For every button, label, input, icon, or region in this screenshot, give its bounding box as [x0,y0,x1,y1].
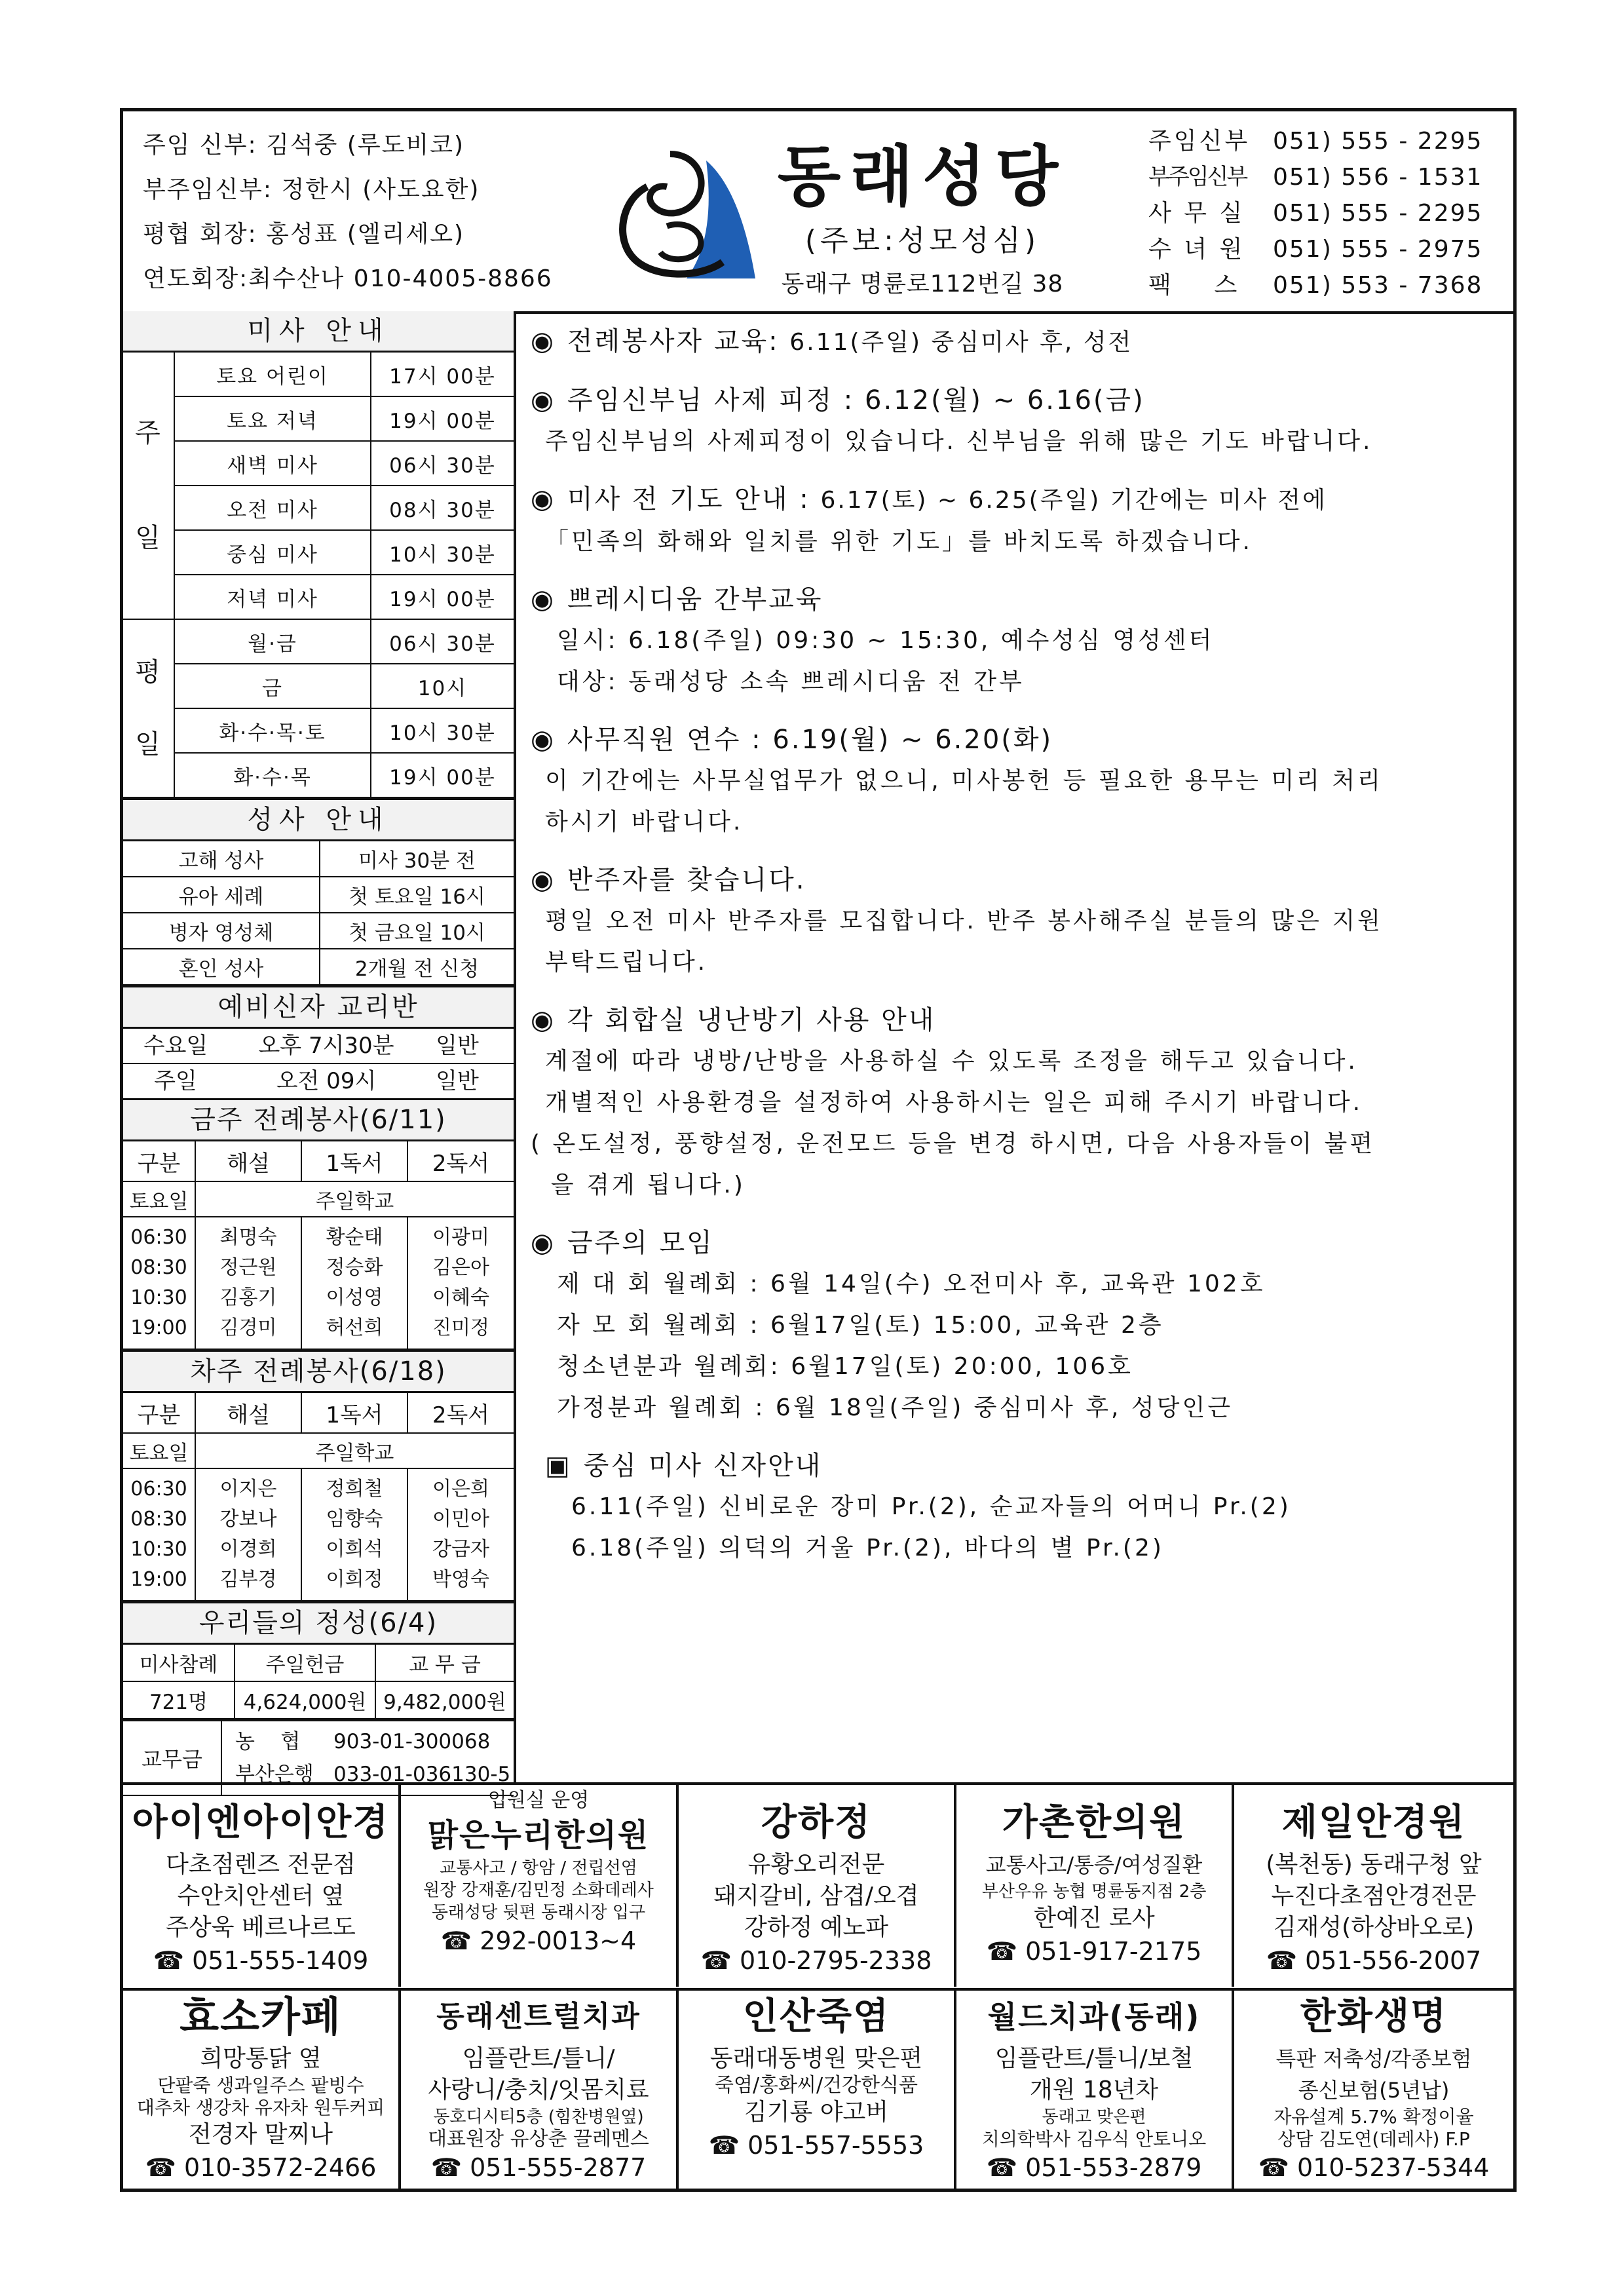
class-note: 일반 [436,1068,479,1094]
contact-row [1148,123,1482,159]
mass-name: 월·금 [174,619,371,664]
ad-line: 대표원장 유상춘 끌레멘스 [428,2128,649,2151]
ad-name: 제일안경원 [1281,1801,1466,1844]
ad-phone: ☎ 010-5237-5344 [1234,2151,1513,2185]
server-name: 정승화 [326,1256,383,1279]
ad-line: 다초점렌즈 전문점 [166,1851,356,1878]
saturday-value: 주일학교 [195,1181,514,1217]
table-row [123,753,514,797]
council-line: 평협 회장: 홍성표 (엘리세오) [143,221,465,248]
notice-item [531,1000,1507,1206]
reading2-column [407,1217,514,1349]
column-header: 2독서 [407,1141,514,1181]
sacrament-title: 성사 안내 [123,798,514,841]
mass-name: 오전 미사 [174,486,371,530]
mass-table [123,353,514,798]
meeting-line: 청소년분과 월례회: 6월17일(토) 20:00, 106호 [557,1353,1133,1380]
time: 19:00 [130,1316,187,1339]
ad-box [956,1988,1234,2190]
contact-row [1148,195,1482,231]
catechumen-title: 예비신자 교리반 [123,985,514,1029]
catechumen-row [123,1029,514,1064]
server-name: 이희정 [326,1568,383,1591]
mass-time: 06시 30분 [371,619,514,664]
notice-title: 주임신부님 사제 피정 : 6.12(월) ~ 6.16(금) [567,385,1145,415]
server-name: 진미정 [432,1316,489,1339]
sacrament-table [123,841,514,985]
column-header: 주일헌금 [235,1645,375,1681]
server-name: 이성영 [326,1286,383,1309]
table-row [123,353,514,396]
ad-box [123,1785,401,1987]
time: 06:30 [130,1226,187,1249]
table-row [123,486,514,530]
notice-title: 미사 전 기도 안내 : [567,484,810,514]
column-header: 구분 [123,1393,195,1433]
column-header: 구분 [123,1141,195,1181]
ad-line: 김기룡 야고버 [744,2099,889,2126]
ad-name: 동래센트럴치과 [436,2000,641,2033]
class-day: 주일 [154,1068,197,1094]
ad-line: 임플란트/틀니/ [462,2045,615,2072]
server-name: 이혜숙 [432,1286,489,1309]
contact-number: 051) 553 - 7368 [1273,272,1483,299]
ad-phone: ☎ 010-2795-2338 [679,1943,954,1978]
weekday-label [123,619,174,797]
ad-line: 수안치안센터 옆 [177,1883,345,1909]
notice-line: 계절에 따라 냉방/난방을 사용하실 수 있도록 조정을 해두고 있습니다. [545,1048,1358,1075]
contact-row [1148,159,1482,195]
server-name: 최명숙 [219,1226,277,1249]
advertisements [123,1782,1513,2191]
notice-title: 중심 미사 신자안내 [583,1451,823,1481]
table-row [123,708,514,753]
table-row [123,1393,514,1433]
notice-title: 전례봉사자 교육: [567,326,780,356]
saturday-label: 토요일 [123,1181,195,1217]
contact-list [1148,123,1482,303]
notice-line: 이 기간에는 사무실업무가 없으니, 미사봉헌 등 필요한 용무는 미리 처리 [545,767,1383,794]
saturday-label: 토요일 [123,1433,195,1468]
ad-phone: ☎ 051-555-2877 [401,2151,676,2185]
time: 08:30 [130,1256,187,1279]
notice-line: 「민족의 화해와 일치를 위한 기도」를 바치도록 하겠습니다. [545,528,1253,555]
table-row [123,441,514,486]
sacrament-time: 첫 토요일 16시 [320,877,514,913]
ad-line: 강하정 예노파 [744,1914,889,1941]
ad-line: 상담 김도연(데레사) F.P [1277,2128,1470,2150]
contact-number: 051) 555 - 2295 [1273,128,1483,155]
offering-title: 우리들의 정성(6/4) [123,1601,514,1645]
contact-number: 051) 555 - 2975 [1273,236,1483,263]
column-header: 해설 [195,1393,301,1433]
sacrament-time: 첫 금요일 10시 [320,913,514,949]
notice-item [531,719,1507,843]
mass-name: 화·수·목 [174,753,371,797]
bank-account: 033-01-036130-5 [333,1763,511,1786]
table-row [123,1468,514,1601]
reading1-column [301,1217,407,1349]
dues-label: 교무금 [123,1721,221,1796]
ad-line: 원장 강재훈/김민정 소화데레사 [423,1881,654,1900]
mass-time: 19시 00분 [371,396,514,441]
ad-top-line: 입원실 운영 [487,1789,590,1812]
column-header: 1독서 [301,1141,407,1181]
ad-box [679,1785,956,1987]
server-name: 정근원 [219,1256,277,1279]
header [123,111,1513,314]
sacrament-time: 미사 30분 전 [320,841,514,877]
contact-number: 051) 556 - 1531 [1273,164,1483,191]
ad-name: 월드치과(동래) [987,1999,1201,2035]
column-header: 1독서 [301,1393,407,1433]
bullet-icon: ◉ [531,484,556,514]
church-name: 동래성당 [777,138,1068,215]
class-time: 오전 09시 [276,1068,377,1094]
sunday-label [123,353,174,619]
class-time: 오후 7시30분 [258,1033,394,1059]
notice-title-detail: 6.11(주일) 중심미사 후, 성전 [789,329,1133,356]
ad-line: 특판 저축성/각종보험 [1275,2046,1472,2071]
church-title-block [772,138,1073,299]
table-row [123,1181,514,1217]
bullet-icon: ◉ [531,725,556,755]
mass-name: 토요 어린이 [174,353,371,396]
ad-line: 사랑니/충치/잇몸치료 [428,2076,649,2103]
column-header: 교 무 금 [375,1645,514,1681]
notice-line: 부탁드립니다. [545,949,708,976]
label-char: 평 [135,657,162,687]
table-row [123,1433,514,1468]
table-row [123,949,514,985]
ad-box [1234,1988,1513,2190]
church-address: 동래구 명륜로112번길 38 [781,271,1064,297]
time: 19:00 [130,1568,187,1591]
server-name: 허선희 [326,1316,383,1339]
bullet-icon: ◉ [531,865,556,895]
server-name: 임향숙 [326,1508,383,1531]
table-row [123,1681,514,1719]
assistant-line: 부주임신부: 정한시 (사도요한) [143,176,480,203]
time-column [123,1468,195,1601]
ad-box [1234,1785,1513,1987]
notice-line: 주임신부님의 사제피정이 있습니다. 신부님을 위해 많은 기도 바랍니다. [545,428,1373,455]
notice-item [531,860,1507,983]
contact-label: 사 무 실 [1148,200,1245,227]
notice-title: 사무직원 연수 : 6.19(월) ~ 6.20(화) [567,725,1053,755]
commentary-column [195,1468,301,1601]
server-name: 이은희 [432,1478,489,1501]
ad-name: 아이엔아이안경 [132,1801,390,1844]
liturgy-next-title: 차주 전례봉사(6/18) [123,1350,514,1393]
mass-name: 화·수·목·토 [174,708,371,753]
bullet-icon: ◉ [531,326,556,356]
table-row [123,877,514,913]
ad-name: 가촌한의원 [1002,1801,1186,1844]
sacrament-time: 2개월 전 신청 [320,949,514,985]
mass-name: 새벽 미사 [174,441,371,486]
meeting-line: 자 모 회 월례회 : 6월17일(토) 15:00, 교육관 2층 [557,1312,1164,1339]
mass-time: 19시 00분 [371,753,514,797]
ad-line: 대추차 생강차 유자차 원두커피 [136,2097,385,2118]
ad-box [679,1988,956,2190]
collection-value: 4,624,000원 [235,1681,375,1719]
ad-phone: ☎ 051-556-2007 [1234,1943,1513,1978]
ad-line: 개원 18년차 [1029,2076,1159,2103]
mass-time: 10시 [371,664,514,708]
ad-line: 단팥죽 생과일주스 팥빙수 [157,2075,364,2096]
meeting-line: 제 대 회 월례회 : 6월 14일(수) 오전미사 후, 교육관 102호 [557,1271,1266,1297]
label-char: 주 [135,418,162,448]
contact-row [1148,231,1482,267]
mass-time: 19시 00분 [371,575,514,619]
mass-time: 17시 00분 [371,353,514,396]
ad-phone: ☎ 051-553-2879 [956,2151,1232,2185]
server-name: 이지은 [219,1478,277,1501]
sacrament-name: 혼인 성사 [123,949,320,985]
ad-line: 임플란트/틀니/보철 [994,2045,1194,2072]
table-row [123,1645,514,1681]
mass-title: 미사 안내 [123,311,514,353]
server-name: 강보나 [219,1508,277,1531]
ad-line: 희망통닭 옆 [200,2045,322,2072]
ad-line: 전경자 말찌나 [188,2121,333,2148]
server-name: 이민아 [432,1508,489,1531]
bank-name: 부산은행 [235,1763,314,1786]
sacrament-name: 병자 영성체 [123,913,320,949]
notice-title-detail: 6.17(토) ~ 6.25(주일) 기간에는 미사 전에 [820,487,1327,514]
pastor-line: 주임 신부: 김석중 (루도비코) [143,132,465,159]
server-name: 김홍기 [219,1286,277,1309]
notice-line: ( 온도설정, 풍향설정, 운전모드 등을 변경 하시면, 다음 사용자들이 불편 [531,1130,1376,1157]
ad-line: 교통사고/통증/여성질환 [985,1852,1203,1877]
ad-phone: ☎ 010-3572-2466 [123,2151,398,2185]
notice-item [531,579,1507,702]
server-name: 박영숙 [432,1568,489,1591]
ad-box [123,1988,401,2190]
server-name: 이경희 [219,1538,277,1561]
table-row [123,913,514,949]
commentary-column [195,1217,301,1349]
mass-time: 10시 30분 [371,708,514,753]
server-name: 이희석 [326,1538,383,1561]
table-row [123,530,514,575]
liturgy-next-table [123,1393,514,1601]
bullet-icon: ◉ [531,584,556,615]
church-logo-icon [608,147,759,285]
ad-phone: ☎ 051-555-1409 [123,1943,398,1978]
ad-line: 부산우유 농협 명륜동지점 2층 [981,1882,1207,1902]
square-bullet-icon: ▣ [545,1451,572,1481]
table-row [123,396,514,441]
time: 08:30 [130,1508,187,1531]
server-name: 강금자 [432,1538,489,1561]
ad-line: (복천동) 동래구청 앞 [1266,1851,1482,1878]
reading1-column [301,1468,407,1601]
bullet-icon: ◉ [531,1228,556,1258]
column-header: 미사참례 [123,1645,235,1681]
reading2-column [407,1468,514,1601]
ad-phone: ☎ 292-0013~4 [401,1924,676,1958]
notice-item [531,321,1507,363]
notice-item [531,479,1507,562]
server-name: 이광미 [432,1226,489,1249]
contact-number: 051) 555 - 2295 [1273,200,1483,227]
attendance-value: 721명 [123,1681,235,1719]
table-row [123,664,514,708]
ad-line: 누진다초점안경전문 [1271,1883,1477,1909]
mass-time: 10시 30분 [371,530,514,575]
ad-box [956,1785,1234,1987]
mass-name: 중심 미사 [174,530,371,575]
server-name: 김은아 [432,1256,489,1279]
contact-row [1148,267,1482,303]
ad-line: 교통사고 / 항암 / 전립선염 [440,1858,637,1878]
notice-line: 평일 오전 미사 반주자를 모집합니다. 반주 봉사해주실 분들의 많은 지원 [545,908,1383,934]
notice-line: 6.18(주일) 의덕의 거울 Pr.(2), 바다의 별 Pr.(2) [571,1535,1164,1561]
meeting-line: 가정분과 월례회 : 6월 18일(주일) 중심미사 후, 성당인근 [557,1394,1233,1421]
contact-label: 주임신부 [1148,128,1251,155]
ad-line: 동래고 맞은편 [1042,2107,1146,2127]
bank-line [235,1725,514,1758]
contact-label: 부주임신부 [1148,164,1247,190]
notice-line: 하시기 바랍니다. [545,809,744,835]
table-row [123,841,514,877]
bulletin-subtitle: (주보:성모성심) [804,224,1040,258]
ad-line: 종신보험(5년납) [1298,2078,1450,2103]
ad-line: 동래대동병원 맞은편 [709,2045,923,2072]
class-note: 일반 [436,1033,479,1059]
liturgy-this-title: 금주 전례봉사(6/11) [123,1098,514,1141]
class-day: 수요일 [143,1033,208,1059]
bullet-icon: ◉ [531,1005,556,1035]
ad-line: 유황오리전문 [747,1851,885,1878]
liturgy-this-table [123,1141,514,1350]
notice-line: 6.11(주일) 신비로운 장미 Pr.(2), 순교자들의 어머니 Pr.(2) [571,1493,1291,1520]
ad-name: 인산죽염 [742,1995,890,2038]
time: 10:30 [130,1286,187,1309]
server-name: 김부경 [219,1568,277,1591]
bank-account: 903-01-300068 [333,1730,491,1753]
notice-title: 반주자를 찾습니다. [567,865,806,895]
ad-line: 동래성당 뒷편 동래시장 입구 [431,1903,646,1923]
label-char: 일 [135,729,162,759]
ad-line: 한예진 로사 [1033,1905,1155,1932]
notices [531,321,1507,1586]
ad-line: 김재성(하상바오로) [1273,1914,1475,1941]
dues-value: 9,482,000원 [375,1681,514,1719]
notice-line: 일시: 6.18(주일) 09:30 ~ 15:30, 예수성심 영성센터 [557,627,1215,654]
ad-line: 치의학박사 김우식 안토니오 [981,2128,1207,2150]
ad-phone: ☎ 051-917-2175 [956,1934,1232,1968]
newbooks-notice [531,1445,1507,1569]
bank-name: 농 협 [235,1730,301,1753]
offering-table [123,1645,514,1719]
legion-line: 연도회장:최수산나 010-4005-8866 [143,265,553,292]
time: 06:30 [130,1478,187,1501]
server-name: 김경미 [219,1316,277,1339]
sacrament-name: 고해 성사 [123,841,320,877]
ad-name: 효소카페 [179,1993,342,2040]
ad-name: 한화생명 [1300,1995,1448,2038]
mass-time: 08시 30분 [371,486,514,530]
bullet-icon: ◉ [531,385,556,415]
table-row [123,619,514,664]
notice-line: 대상: 동래성당 소속 쁘레시디움 전 간부 [557,668,1025,695]
ad-box [401,1785,679,1987]
clergy-info [143,123,553,301]
catechumen-row [123,1064,514,1098]
mass-name: 금 [174,664,371,708]
server-name: 정희철 [326,1478,383,1501]
time: 10:30 [130,1538,187,1561]
sacrament-name: 유아 세례 [123,877,320,913]
notice-item [531,1223,1507,1428]
table-row [123,1141,514,1181]
notice-line: 을 겪게 됩니다.) [531,1172,746,1198]
column-header: 해설 [195,1141,301,1181]
sidebar [123,311,516,1786]
contact-label: 수 녀 원 [1148,236,1245,263]
ad-name: 맑은누리한의원 [427,1817,650,1854]
table-row [123,1217,514,1349]
column-header: 2독서 [407,1393,514,1433]
contact-label: 팩 스 [1148,272,1240,299]
notice-line: 개별적인 사용환경을 설정하여 사용하시는 일은 피해 주시기 바랍니다. [545,1089,1363,1116]
mass-name: 토요 저녁 [174,396,371,441]
time-column [123,1217,195,1349]
ad-line: 죽염/홍화씨/건강한식품 [714,2074,918,2097]
label-char: 일 [135,523,162,553]
saturday-value: 주일학교 [195,1433,514,1468]
ad-phone: ☎ 051-557-5553 [679,2128,954,2162]
ad-line: 주상욱 베르나르도 [166,1914,356,1941]
ad-line: 동호디시티5층 (힘찬병원옆) [433,2107,644,2127]
notice-title: 쁘레시디움 간부교육 [567,584,823,615]
notice-title: 각 회합실 냉난방기 사용 안내 [567,1005,936,1035]
table-row [123,575,514,619]
notice-title: 금주의 모임 [567,1228,714,1258]
ad-line: 돼지갈비, 삼겹/오겹 [713,1883,919,1909]
mass-time: 06시 30분 [371,441,514,486]
notice-item [531,380,1507,462]
server-name: 황순태 [326,1226,383,1249]
ad-name: 강하정 [761,1801,872,1844]
ad-line: 자유설계 5.7% 확정이율 [1274,2106,1474,2128]
mass-name: 저녁 미사 [174,575,371,619]
ad-box [401,1988,679,2190]
bulletin-frame [120,108,1517,2192]
